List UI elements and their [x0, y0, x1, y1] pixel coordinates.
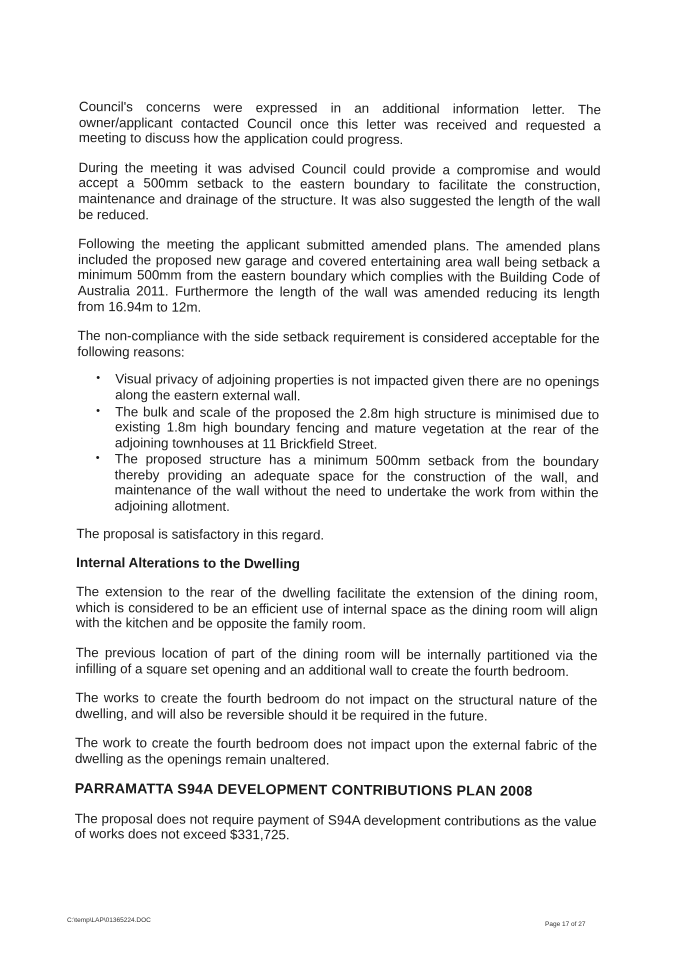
bullet-icon: •	[95, 452, 100, 465]
footer-page-number: Page 17 of 27	[545, 921, 586, 928]
list-item	[76, 451, 598, 517]
list-item-text: Visual privacy of adjoining properties is not impacted given there are no openings along the eastern external wall.	[115, 371, 600, 404]
page-body	[74, 99, 601, 859]
bullet-icon: •	[96, 372, 101, 385]
paragraph-satisfactory: The proposal is satisfactory in this regard.	[76, 525, 325, 543]
paragraph-amended-plans: Following the meeting the applicant submitted amended plans. The amended plans included the proposed new garage and covered entertaining area wall being setback a minimum 500mm from the eastern boundary which complies with the Building Code of Australia 2011. Furthermore the length of the wall was amended reducing its length from 16.94m to 12m.	[77, 236, 601, 315]
paragraph-structural: The works to create the fourth bedroom do not impact on the structural nature of the dwelling, and will also be reversible should it be required in the future.	[75, 690, 598, 724]
paragraph-extension: The extension to the rear of the dwelling facilitate the extension of the dining room, which is considered to be an efficient use of internal space as the dining room will align with the kitchen and be opposite the family room.	[75, 584, 599, 633]
section-heading-s94a: PARRAMATTA S94A DEVELOPMENT CONTRIBUTIONS PLAN 2008	[74, 780, 533, 800]
section-heading-internal-alterations: Internal Alterations to the Dwelling	[76, 555, 301, 572]
list-item	[77, 403, 599, 453]
paragraph-additional-info: Council's concerns were expressed in an additional information letter. The owner/applicant contacted Council once this letter was received and requested a meeting to discuss how the application could progress.	[78, 99, 601, 148]
list-item	[77, 371, 599, 405]
list-item-text: The proposed structure has a minimum 500mm setback from the boundary thereby providing an adequate space for the construction of the wall, and maintenance of the wall without the need to undertake the work from within the adjoining allotment.	[114, 451, 599, 514]
bullet-icon: •	[96, 404, 100, 417]
paragraph-external-fabric: The work to create the fourth bedroom does not impact upon the external fabric of the dwelling as the openings remain unaltered.	[74, 735, 598, 768]
paragraph-non-compliance: The non-compliance with the side setback requirement is considered acceptable for the following reasons:	[77, 328, 600, 360]
paragraph-s94a: The proposal does not require payment of S94A development contributions as the value of works does not exceed $331,725.	[74, 810, 597, 843]
list-item-text: The bulk and scale of the proposed the 2.8m high structure is minimised due to existing 1.8m high boundary fencing and mature vegetation at the rear of the adjoining townhouses at 11 Brickfield Street.	[114, 403, 600, 452]
paragraph-meeting: During the meeting it was advised Council could provide a compromise and would accept a 500mm setback to the eastern boundary to facilitate the construction, maintenance and drainage of the structure. It was also suggested the length of the wall be reduced.	[78, 159, 601, 222]
reasons-list	[76, 371, 599, 517]
footer-file-path: C:\temp\LAP\01365224.DOC	[67, 917, 151, 924]
paragraph-partition: The previous location of part of the dining room will be internally partitioned via the infilling of a square set opening and an additional wall to create the fourth bedroom.	[75, 645, 598, 679]
